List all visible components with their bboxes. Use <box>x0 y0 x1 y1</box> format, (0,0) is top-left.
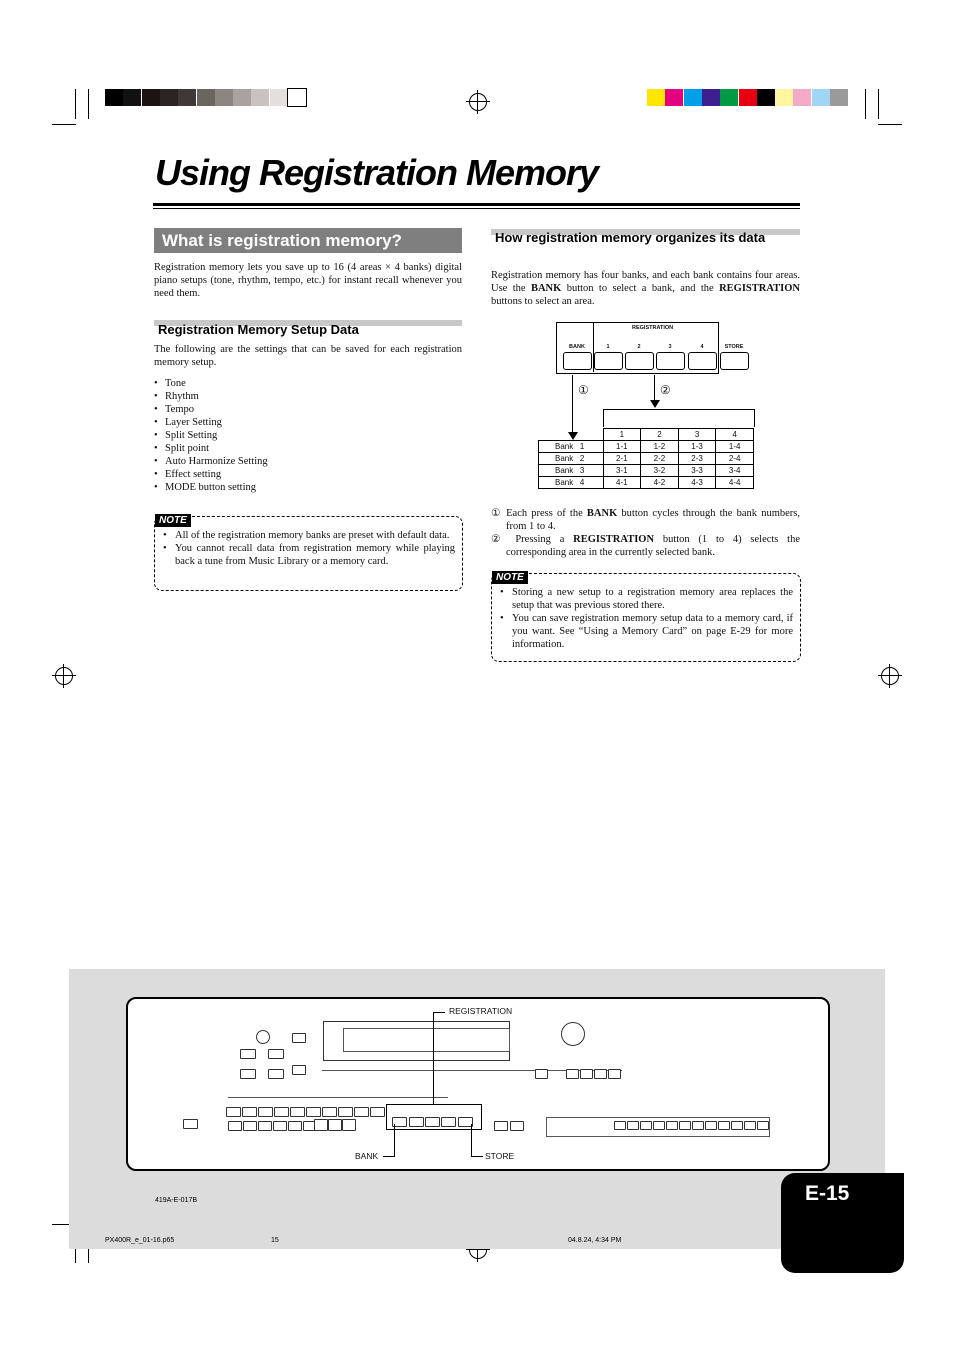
panel-button <box>240 1049 256 1059</box>
color-swatch <box>647 89 665 106</box>
color-swatch <box>702 89 720 106</box>
panel-button <box>258 1121 272 1131</box>
diagram-button-1 <box>594 352 623 370</box>
panel-button <box>718 1121 730 1130</box>
area-cell: 3-4 <box>716 465 754 477</box>
color-swatch <box>251 89 269 106</box>
area-cell: 4-4 <box>716 477 754 489</box>
diagram-button-store <box>720 352 749 370</box>
list-item: • Split point <box>154 442 454 455</box>
color-swatch <box>757 89 775 106</box>
note-box <box>154 516 463 591</box>
area-header-box <box>603 409 755 427</box>
diagram-button-label: 4 <box>700 344 704 350</box>
color-swatch <box>160 89 178 106</box>
area-column-header: 3 <box>678 429 716 441</box>
panel-button <box>614 1121 626 1130</box>
crop-mark <box>75 89 76 119</box>
lcd-screen <box>343 1028 510 1052</box>
footer-page: 15 <box>271 1237 279 1244</box>
registration-group-label: REGISTRATION <box>632 325 674 331</box>
callout-line <box>394 1124 395 1156</box>
list-item: • MODE button setting <box>154 481 454 494</box>
panel-line <box>228 1097 448 1098</box>
area-cell: 3-3 <box>678 465 716 477</box>
panel-button <box>268 1069 284 1079</box>
area-cell: 2-3 <box>678 453 716 465</box>
panel-button <box>370 1107 385 1117</box>
panel-button <box>666 1121 678 1130</box>
settings-list <box>154 377 454 494</box>
panel-button <box>292 1065 306 1075</box>
diagram-button-label: BANK <box>569 344 585 350</box>
list-item: • Split Setting <box>154 429 454 442</box>
panel-button-registration <box>425 1117 440 1127</box>
step-1: ① Each press of the BANK button cycles through the bank numbers, from 1 to 4. <box>491 508 800 532</box>
arrow-line <box>572 375 573 435</box>
volume-knob-icon <box>256 1030 270 1044</box>
panel-button <box>627 1121 639 1130</box>
diagram-button-label: 3 <box>668 344 672 350</box>
callout-store: STORE <box>485 1151 515 1161</box>
table-row <box>539 465 754 477</box>
panel-button <box>243 1121 257 1131</box>
panel-button <box>306 1107 321 1117</box>
arrow-down-icon <box>650 400 660 408</box>
area-cell: 1-2 <box>641 441 679 453</box>
panel-button <box>744 1121 756 1130</box>
section-title: What is registration memory? <box>162 231 402 250</box>
bank-label: Bank 2 <box>539 453 604 465</box>
panel-button <box>228 1121 242 1131</box>
crop-mark <box>878 124 902 125</box>
diagram-button-3 <box>656 352 685 370</box>
callout-bank: BANK <box>355 1151 379 1161</box>
bank-area-table <box>538 428 754 489</box>
crop-mark <box>865 89 866 119</box>
table-row <box>539 441 754 453</box>
color-swatch <box>123 89 141 106</box>
list-item: • Auto Harmonize Setting <box>154 455 454 468</box>
piano-control-panel <box>126 997 830 1171</box>
setup-heading: Registration Memory Setup Data <box>158 322 359 337</box>
color-swatch <box>775 89 793 106</box>
area-cell: 2-1 <box>603 453 641 465</box>
arrow-line <box>654 375 655 403</box>
diagram-button-bank <box>563 352 592 370</box>
area-cell: 4-1 <box>603 477 641 489</box>
setup-intro: The following are the settings that can be saved for each registration memory setup. <box>154 344 462 368</box>
organize-heading: How registration memory organizes its data <box>495 230 766 245</box>
marker-2: ② <box>660 383 671 397</box>
panel-button <box>242 1107 257 1117</box>
panel-button <box>731 1121 743 1130</box>
panel-button <box>342 1119 356 1131</box>
callout-line <box>471 1124 472 1156</box>
panel-button <box>566 1069 579 1079</box>
panel-button <box>705 1121 717 1130</box>
list-item: • All of the registration memory banks are preset with default data. <box>157 529 455 542</box>
area-cell: 1-4 <box>716 441 754 453</box>
registration-target-icon <box>881 667 899 685</box>
color-swatch <box>178 89 196 106</box>
panel-button-registration <box>409 1117 424 1127</box>
note-list <box>157 529 455 568</box>
area-cell: 2-2 <box>641 453 679 465</box>
panel-button <box>290 1107 305 1117</box>
callout-line <box>471 1156 483 1157</box>
registration-target-icon <box>55 667 73 685</box>
panel-button <box>679 1121 691 1130</box>
color-swatch <box>215 89 233 106</box>
color-swatch <box>105 89 123 106</box>
bank-label: Bank 3 <box>539 465 604 477</box>
callout-line <box>433 1012 434 1104</box>
panel-button <box>640 1121 652 1130</box>
panel-button <box>273 1121 287 1131</box>
callout-line <box>383 1156 395 1157</box>
color-swatch <box>793 89 811 106</box>
panel-button <box>692 1121 704 1130</box>
table-row <box>539 453 754 465</box>
diagram-button-label: 1 <box>606 344 610 350</box>
list-item: • Layer Setting <box>154 416 454 429</box>
diagram-button-label: STORE <box>724 344 744 350</box>
note-box <box>491 573 801 662</box>
note-label: NOTE <box>155 514 191 527</box>
panel-button <box>608 1069 621 1079</box>
list-item: • Tone <box>154 377 454 390</box>
file-name: PX400R_e_01-16.p65 <box>105 1237 175 1244</box>
color-swatch <box>288 89 306 106</box>
callout-line <box>433 1012 445 1013</box>
crop-mark <box>52 124 76 125</box>
panel-button <box>757 1121 769 1130</box>
panel-button <box>226 1107 241 1117</box>
area-cell: 4-2 <box>641 477 679 489</box>
list-item: • You cannot recall data from registration memory while playing back a tune from Music Library or a memory card. <box>157 542 455 568</box>
area-column-header: 4 <box>716 429 754 441</box>
panel-button <box>183 1119 198 1129</box>
bank-label: Bank 1 <box>539 441 604 453</box>
title-rule <box>153 203 800 206</box>
panel-button <box>594 1069 607 1079</box>
panel-button <box>258 1107 273 1117</box>
callout-registration: REGISTRATION <box>449 1006 513 1016</box>
list-item: • Tempo <box>154 403 454 416</box>
title-rule <box>153 208 800 209</box>
color-swatch <box>684 89 702 106</box>
color-swatch <box>270 89 288 106</box>
page-number: E-15 <box>805 1182 850 1205</box>
panel-button <box>328 1119 342 1131</box>
list-item: • Rhythm <box>154 390 454 403</box>
color-swatch <box>665 89 683 106</box>
crop-mark <box>88 89 89 119</box>
panel-button <box>274 1107 289 1117</box>
color-swatch <box>830 89 848 106</box>
area-cell: 3-2 <box>641 465 679 477</box>
area-cell: 2-4 <box>716 453 754 465</box>
list-item: • Effect setting <box>154 468 454 481</box>
color-swatch <box>720 89 738 106</box>
marker-1: ① <box>578 383 589 397</box>
panel-button <box>354 1107 369 1117</box>
panel-button <box>338 1107 353 1117</box>
panel-button <box>580 1069 593 1079</box>
panel-button <box>535 1069 548 1079</box>
panel-button <box>322 1107 337 1117</box>
color-swatch <box>233 89 251 106</box>
bank-label: Bank 4 <box>539 477 604 489</box>
table-row <box>539 477 754 489</box>
diagram-button-label: 2 <box>637 344 641 350</box>
area-cell: 4-3 <box>678 477 716 489</box>
dial-icon <box>561 1022 585 1046</box>
list-item: • You can save registration memory setup data to a memory card, if you want. See “Using a Memory Card” on page E-29 for more information. <box>494 612 793 651</box>
diagram-button-2 <box>625 352 654 370</box>
color-swatch <box>142 89 160 106</box>
area-column-header: 1 <box>603 429 641 441</box>
doc-code: 419A-E-017B <box>155 1197 198 1204</box>
footer-date: 04.8.24, 4:34 PM <box>568 1237 622 1244</box>
panel-button <box>240 1069 256 1079</box>
panel-button <box>510 1121 524 1131</box>
note-list <box>494 586 793 651</box>
diagram-button-4 <box>688 352 717 370</box>
page-title: Using Registration Memory <box>155 152 599 193</box>
panel-button <box>268 1049 284 1059</box>
panel-button <box>314 1119 328 1131</box>
step-2: ② Pressing a REGISTRATION button (1 to 4) selects the corresponding area in the currently selected bank. <box>491 534 800 558</box>
crop-mark <box>878 89 879 119</box>
area-cell: 1-3 <box>678 441 716 453</box>
color-swatch <box>197 89 215 106</box>
color-swatch <box>739 89 757 106</box>
note-label: NOTE <box>492 571 528 584</box>
list-item: • Storing a new setup to a registration memory area replaces the setup that was previous stored there. <box>494 586 793 612</box>
registration-target-icon <box>469 93 487 111</box>
panel-button <box>494 1121 508 1131</box>
area-column-header: 2 <box>641 429 679 441</box>
panel-button-registration <box>441 1117 456 1127</box>
panel-button <box>653 1121 665 1130</box>
panel-button <box>288 1121 302 1131</box>
area-cell: 3-1 <box>603 465 641 477</box>
area-cell: 1-1 <box>603 441 641 453</box>
organize-intro: Registration memory has four banks, and each bank contains four areas. Use the BANK button to select a bank, and the REGISTRATION buttons to select an area. <box>491 270 800 307</box>
intro-paragraph: Registration memory lets you save up to 16 (4 areas × 4 banks) digital piano setups (tone, rhythm, tempo, etc.) for instant recall whenever you need them. <box>154 262 462 299</box>
color-swatch <box>812 89 830 106</box>
panel-button <box>292 1033 306 1043</box>
